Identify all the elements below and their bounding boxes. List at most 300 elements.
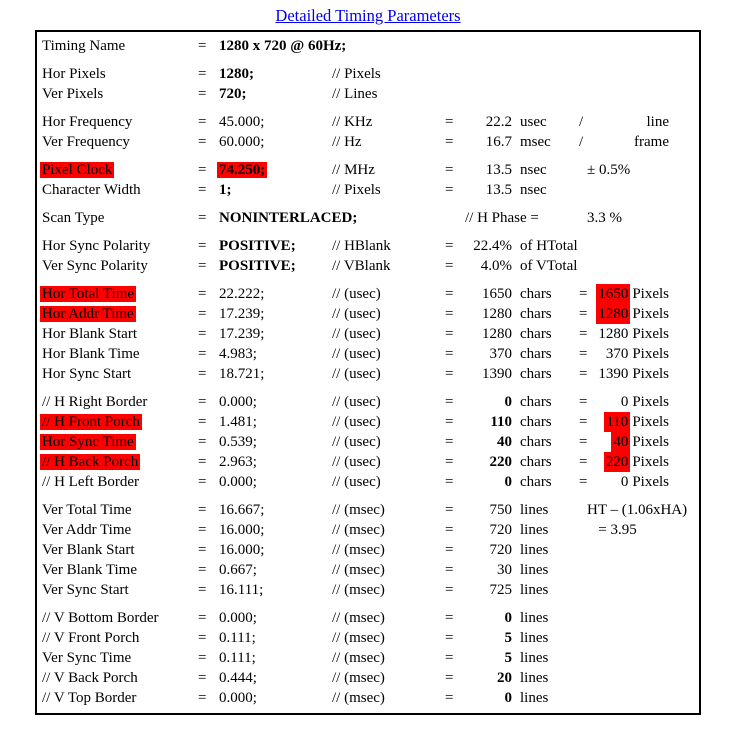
param-value: 16.000;: [219, 542, 265, 558]
derived-unit: lines: [520, 690, 549, 706]
timing-row: [37, 304, 699, 324]
derived-unit: chars: [520, 394, 552, 410]
comment-label: // (msec): [332, 690, 385, 706]
derived-value: 1650: [482, 286, 512, 302]
comment-label: [332, 208, 445, 228]
timing-row: [37, 668, 699, 688]
equals-sign: =: [445, 454, 454, 470]
derived-value: 16.7: [485, 134, 512, 150]
timing-row: [37, 688, 699, 708]
derived-unit: chars: [520, 346, 552, 362]
result: [599, 132, 703, 152]
equals-sign: /: [579, 114, 584, 130]
derived-unit: chars: [520, 434, 552, 450]
equals-sign: =: [198, 630, 207, 646]
equals-sign: =: [445, 670, 454, 686]
result-unit: line: [646, 114, 669, 130]
param-label: Ver Blank Time: [42, 562, 138, 578]
equals-sign: =: [445, 630, 454, 646]
param-label-text: Hor Total Time: [42, 286, 135, 302]
param-value-text: 74.250;: [219, 162, 266, 178]
comment-label: [332, 36, 445, 56]
timing-row: [37, 36, 699, 56]
param-value: [219, 160, 332, 180]
result-value: 1280: [598, 326, 629, 342]
param-label: [37, 284, 198, 304]
equals-sign: =: [445, 286, 454, 302]
equals-sign: =: [445, 366, 454, 382]
page-header: [0, 0, 736, 30]
result: [599, 304, 703, 324]
equals-sign: =: [579, 306, 588, 322]
param-label: Scan Type: [42, 210, 105, 226]
param-label: [37, 160, 198, 180]
derived-value: 0: [504, 474, 512, 490]
equals-sign: =: [579, 366, 588, 382]
param-value: 1280;: [219, 66, 254, 82]
equals-sign: =: [198, 670, 207, 686]
result-unit: frame: [634, 134, 669, 150]
result: [599, 112, 703, 132]
timing-row: [37, 500, 699, 520]
param-value: 0.111;: [219, 630, 256, 646]
equals-sign: =: [445, 258, 454, 274]
result-unit: Pixels: [632, 306, 669, 322]
derived-unit: lines: [520, 562, 549, 578]
equals-sign: =: [198, 650, 207, 666]
comment-label: // VBlank: [332, 258, 391, 274]
param-label: Hor Blank Time: [42, 346, 140, 362]
equals-sign: =: [579, 474, 588, 490]
equals-sign: =: [445, 162, 454, 178]
equals-sign: =: [445, 414, 454, 430]
timing-row: [37, 580, 699, 600]
derived-unit: lines: [520, 670, 549, 686]
param-value: 720;: [219, 86, 247, 102]
equals-sign: =: [198, 582, 207, 598]
derived-value: 110: [490, 414, 512, 430]
param-value: 0.000;: [219, 690, 257, 706]
equals-sign: =: [579, 414, 588, 430]
equals-sign: =: [198, 542, 207, 558]
param-label: Ver Pixels: [42, 86, 104, 102]
equals-sign: =: [445, 690, 454, 706]
result: [599, 392, 703, 412]
timing-row: [37, 344, 699, 364]
equals-sign: =: [198, 454, 207, 470]
param-value: POSITIVE;: [219, 238, 296, 254]
equals-sign: =: [445, 394, 454, 410]
derived-value: 725: [489, 582, 512, 598]
result-value: 1390: [598, 366, 629, 382]
comment-label: // (usec): [332, 434, 381, 450]
result-value: 220: [605, 454, 629, 470]
comment-label: // (usec): [332, 454, 381, 470]
param-label-text: Hor Addr Time: [42, 306, 134, 322]
derived-value: 0: [504, 394, 512, 410]
derived-unit: [512, 208, 577, 228]
timing-row: [37, 132, 699, 152]
row-group: [37, 36, 699, 56]
derived-unit: chars: [520, 306, 552, 322]
timing-row: [37, 628, 699, 648]
row-group: [37, 500, 699, 600]
param-label: // H Right Border: [42, 394, 148, 410]
derived-unit: [512, 36, 577, 56]
derived-unit: [512, 84, 577, 104]
comment-label: // (msec): [332, 522, 385, 538]
param-value: 60.000;: [219, 134, 265, 150]
equals-sign: =: [445, 474, 454, 490]
comment-label: // (msec): [332, 630, 385, 646]
timing-row: [37, 648, 699, 668]
equals-sign: =: [445, 238, 454, 254]
derived-value: [465, 84, 512, 104]
derived-unit: lines: [520, 650, 549, 666]
param-value: 16.111;: [219, 582, 264, 598]
derived-value: 1390: [482, 366, 512, 382]
equals-sign: =: [579, 394, 588, 410]
result-value: 370: [605, 346, 629, 362]
equals-sign: [445, 36, 465, 56]
derived-unit: msec: [520, 134, 551, 150]
param-value: 1280 x 720 @ 60Hz;: [219, 38, 347, 54]
equals-sign: [445, 64, 465, 84]
equals-sign: =: [198, 346, 207, 362]
derived-unit: lines: [520, 610, 549, 626]
param-value: 0.539;: [219, 434, 257, 450]
equals-sign: =: [198, 366, 207, 382]
param-value: 0.000;: [219, 610, 257, 626]
equals-sign: =: [445, 306, 454, 322]
derived-value: 13.5: [485, 182, 512, 198]
derived-unit: chars: [520, 474, 552, 490]
title-link[interactable]: Detailed Timing Parameters: [275, 6, 461, 25]
param-label: [37, 452, 198, 472]
derived-value: 4.0%: [480, 258, 512, 274]
param-label: [37, 432, 198, 452]
timing-row: [37, 160, 699, 180]
comment-label: // HBlank: [332, 238, 391, 254]
timing-row: [37, 256, 699, 276]
param-label: Character Width: [42, 182, 141, 198]
param-value: 22.222;: [219, 286, 265, 302]
equals-sign: =: [198, 238, 207, 254]
param-label: Ver Addr Time: [42, 522, 132, 538]
equals-sign: =: [445, 182, 454, 198]
result: [599, 452, 703, 472]
timing-row: [37, 64, 699, 84]
timing-row: [37, 540, 699, 560]
param-value: 18.721;: [219, 366, 265, 382]
extra-note: 3.3 %: [587, 210, 622, 226]
equals-sign: =: [198, 474, 207, 490]
comment-label: // (msec): [332, 610, 385, 626]
derived-value: 720: [489, 522, 512, 538]
equals-sign: =: [198, 114, 207, 130]
comment-label: // (msec): [332, 670, 385, 686]
equals-sign: =: [445, 326, 454, 342]
param-value: 0.000;: [219, 394, 257, 410]
equals-sign: =: [445, 434, 454, 450]
comment-label: // KHz: [332, 114, 373, 130]
derived-unit: of VTotal: [520, 258, 578, 274]
extra-note: HT – (1.06xHA): [587, 502, 688, 518]
equals-sign: =: [198, 182, 207, 198]
timing-row: [37, 560, 699, 580]
derived-value: 750: [489, 502, 512, 518]
comment-label: // (msec): [332, 562, 385, 578]
result: [599, 472, 703, 492]
param-label-text: // H Front Porch: [42, 414, 140, 430]
equals-sign: =: [445, 346, 454, 362]
param-label: // V Back Porch: [42, 670, 138, 686]
derived-unit: lines: [520, 502, 549, 518]
equals-sign: =: [198, 502, 207, 518]
comment-label: // (usec): [332, 306, 381, 322]
param-label: Hor Frequency: [42, 114, 133, 130]
derived-value: // H Phase =: [465, 210, 539, 226]
comment-label: // (usec): [332, 474, 381, 490]
result-unit: Pixels: [632, 434, 669, 450]
derived-unit: chars: [520, 286, 552, 302]
equals-sign: =: [198, 306, 207, 322]
equals-sign: =: [198, 210, 207, 226]
param-label: Ver Total Time: [42, 502, 132, 518]
derived-unit: nsec: [520, 182, 547, 198]
param-label: [37, 412, 198, 432]
equals-sign: =: [198, 394, 207, 410]
param-label: Ver Blank Start: [42, 542, 135, 558]
derived-unit: chars: [520, 414, 552, 430]
comment-label: // Hz: [332, 134, 362, 150]
equals-sign: =: [445, 522, 454, 538]
derived-unit: lines: [520, 522, 549, 538]
equals-sign: [445, 84, 465, 104]
equals-sign: =: [198, 86, 207, 102]
equals-sign: =: [445, 134, 454, 150]
param-value: 0.111;: [219, 650, 256, 666]
extra-note: ± 0.5%: [587, 162, 631, 178]
equals-sign: =: [579, 326, 588, 342]
derived-value: 5: [504, 630, 512, 646]
timing-row: [37, 284, 699, 304]
comment-label: // (usec): [332, 366, 381, 382]
equals-sign: =: [445, 114, 454, 130]
equals-sign: =: [579, 434, 588, 450]
param-value: 0.000;: [219, 474, 257, 490]
row-group: [37, 236, 699, 276]
param-label: Ver Frequency: [42, 134, 130, 150]
equals-sign: =: [198, 434, 207, 450]
timing-row: [37, 208, 699, 228]
comment-label: // MHz: [332, 162, 375, 178]
result: [599, 432, 703, 452]
param-label: // V Bottom Border: [42, 610, 159, 626]
param-value: 45.000;: [219, 114, 265, 130]
derived-value: 5: [504, 650, 512, 666]
derived-unit: lines: [520, 542, 549, 558]
param-value: 1;: [219, 182, 232, 198]
comment-label: // (usec): [332, 286, 381, 302]
result-value: 40: [613, 434, 629, 450]
result-value: 0: [620, 394, 629, 410]
result-unit: Pixels: [632, 366, 669, 382]
equals-sign: =: [198, 690, 207, 706]
equals-sign: [445, 208, 465, 228]
param-label: Hor Pixels: [42, 66, 106, 82]
derived-value: 1280: [482, 306, 512, 322]
derived-unit: lines: [520, 582, 549, 598]
equals-sign: =: [445, 650, 454, 666]
param-label: Ver Sync Start: [42, 582, 129, 598]
param-value: 2.963;: [219, 454, 257, 470]
param-label-text: Hor Sync Time: [42, 434, 134, 450]
comment-label: // (msec): [332, 582, 385, 598]
equals-sign: =: [579, 454, 588, 470]
param-label: [37, 304, 198, 324]
derived-unit: nsec: [520, 162, 547, 178]
timing-row: [37, 520, 699, 540]
param-label: Hor Sync Start: [42, 366, 132, 382]
derived-value: [465, 64, 512, 84]
equals-sign: =: [198, 286, 207, 302]
result: [599, 412, 703, 432]
derived-value: 0: [504, 690, 512, 706]
derived-value: [465, 36, 512, 56]
param-value: 16.667;: [219, 502, 265, 518]
timing-row: [37, 180, 699, 200]
timing-row: [37, 392, 699, 412]
derived-value: 22.4%: [473, 238, 512, 254]
derived-value: 22.2: [485, 114, 512, 130]
param-value: 4.983;: [219, 346, 257, 362]
comment-label: // (usec): [332, 394, 381, 410]
timing-row: [37, 324, 699, 344]
comment-label: // (msec): [332, 650, 385, 666]
row-group: [37, 160, 699, 200]
equals-sign: =: [198, 38, 207, 54]
equals-sign: =: [579, 286, 588, 302]
result-unit: Pixels: [632, 474, 669, 490]
derived-value: 220: [489, 454, 512, 470]
derived-value: 720: [489, 542, 512, 558]
param-value: 0.444;: [219, 670, 257, 686]
result: [599, 364, 703, 384]
param-label: // V Top Border: [42, 690, 137, 706]
row-group: [37, 392, 699, 492]
timing-row: [37, 432, 699, 452]
result-value: 110: [606, 414, 629, 430]
timing-row: [37, 452, 699, 472]
param-label-text: Pixel Clock: [42, 162, 113, 178]
timing-row: [37, 84, 699, 104]
result: [599, 324, 703, 344]
derived-unit: [512, 64, 577, 84]
param-label-text: // H Back Porch: [42, 454, 139, 470]
timing-row: [37, 608, 699, 628]
derived-unit: chars: [520, 454, 552, 470]
result-value: 1280: [598, 306, 629, 322]
equals-sign: =: [445, 502, 454, 518]
row-group: [37, 208, 699, 228]
equals-sign: =: [445, 542, 454, 558]
derived-value: 1280: [482, 326, 512, 342]
timing-row: [37, 236, 699, 256]
equals-sign: /: [579, 134, 584, 150]
param-value: 1.481;: [219, 414, 257, 430]
equals-sign: =: [445, 610, 454, 626]
comment-label: // (msec): [332, 502, 385, 518]
derived-value: 13.5: [485, 162, 512, 178]
equals-sign: =: [198, 414, 207, 430]
timing-row: [37, 472, 699, 492]
param-value: 17.239;: [219, 306, 265, 322]
row-group: [37, 64, 699, 104]
derived-value: 0: [504, 610, 512, 626]
timing-row: [37, 112, 699, 132]
derived-value: 40: [497, 434, 512, 450]
result-unit: Pixels: [632, 346, 669, 362]
result-value: 0: [620, 474, 629, 490]
result-unit: Pixels: [632, 326, 669, 342]
param-label: Hor Sync Polarity: [42, 238, 151, 254]
param-label: Timing Name: [42, 38, 126, 54]
comment-label: // Lines: [332, 86, 378, 102]
param-value: 0.667;: [219, 562, 257, 578]
param-value: POSITIVE;: [219, 258, 296, 274]
param-label: // V Front Porch: [42, 630, 140, 646]
comment-label: // Pixels: [332, 66, 381, 82]
timing-row: [37, 412, 699, 432]
result-unit: Pixels: [632, 286, 669, 302]
derived-unit: of HTotal: [520, 238, 578, 254]
derived-value: 30: [497, 562, 512, 578]
equals-sign: =: [198, 258, 207, 274]
equals-sign: =: [198, 562, 207, 578]
equals-sign: =: [445, 582, 454, 598]
result: [599, 284, 703, 304]
comment-label: // (usec): [332, 326, 381, 342]
result-unit: Pixels: [632, 394, 669, 410]
comment-label: // (msec): [332, 542, 385, 558]
row-group: [37, 112, 699, 152]
derived-unit: chars: [520, 326, 552, 342]
equals-sign: =: [579, 346, 588, 362]
equals-sign: =: [198, 134, 207, 150]
equals-sign: =: [198, 66, 207, 82]
row-group: [37, 284, 699, 384]
timing-row: [37, 364, 699, 384]
derived-value: 20: [497, 670, 512, 686]
param-label: Ver Sync Polarity: [42, 258, 148, 274]
extra-note: = 3.95: [587, 522, 637, 538]
equals-sign: =: [198, 326, 207, 342]
param-value: 16.000;: [219, 522, 265, 538]
comment-label: // (usec): [332, 414, 381, 430]
param-label: Hor Blank Start: [42, 326, 137, 342]
comment-label: // Pixels: [332, 182, 381, 198]
result-unit: Pixels: [632, 414, 669, 430]
param-value: NONINTERLACED;: [219, 210, 358, 226]
row-group: [37, 608, 699, 708]
param-value: 17.239;: [219, 326, 265, 342]
equals-sign: =: [445, 562, 454, 578]
param-label: Ver Sync Time: [42, 650, 132, 666]
result: [599, 344, 703, 364]
derived-unit: lines: [520, 630, 549, 646]
derived-value: 370: [489, 346, 512, 362]
